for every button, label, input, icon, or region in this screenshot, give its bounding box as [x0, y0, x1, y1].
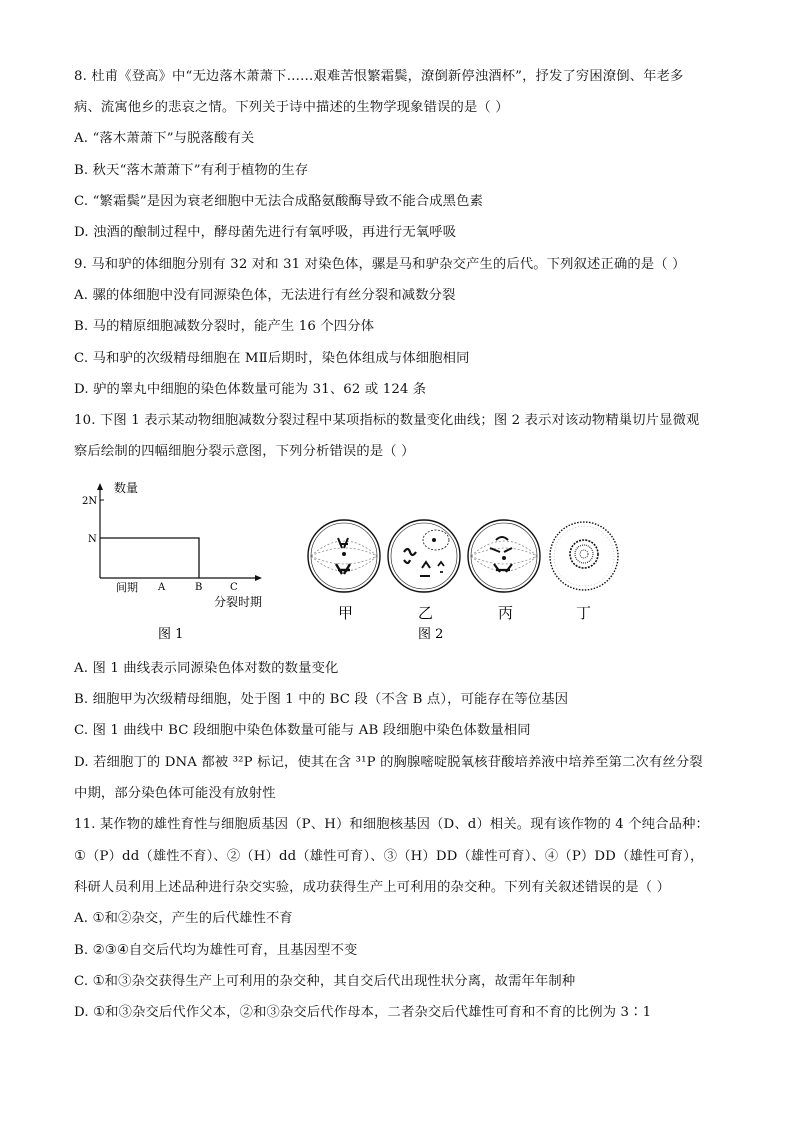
fig2-caption: 图 2 [418, 627, 444, 642]
cell-bing [468, 520, 540, 592]
q11-option-c: C. ①和③杂交获得生产上可利用的杂交种，其自交后代出现性状分离，故需年年制种 [74, 974, 576, 989]
q11-stem-line3: 科研人员利用上述品种进行杂交实验，成功获得生产上可利用的杂交种。下列有关叙述错误的是（ ） [74, 880, 671, 895]
cell-ding [550, 522, 618, 590]
q11-stem-line1: 11. 某作物的雄性育性与细胞质基因（P、H）和细胞核基因（D、d）相关。现有该作物的 4 个纯合品种： [74, 817, 709, 832]
fig1-x-c: C [230, 582, 238, 593]
figure-1-graph [80, 476, 280, 646]
q8-stem-line2: 病、流寓他乡的悲哀之情。下列关于诗中描述的生物学现象错误的是（ ） [74, 100, 509, 115]
fig1-x-a: A [158, 582, 166, 593]
q10-option-a: A. 图 1 曲线表示同源染色体对数的数量变化 [74, 661, 339, 676]
figure-2-cells [300, 510, 620, 645]
fig1-caption: 图 1 [158, 627, 184, 642]
q8-option-a: A. “落木萧萧下”与脱落酸有关 [74, 131, 255, 146]
q8-option-b: B. 秋天“落木萧萧下”有利于植物的生存 [74, 163, 309, 178]
cell-label-ding: 丁 [576, 604, 592, 622]
q8-option-c: C. “繁霜鬓”是因为衰老细胞中无法合成酪氨酸酶导致不能合成黑色素 [74, 194, 484, 209]
q10-option-b: B. 细胞甲为次级精母细胞，处于图 1 中的 BC 段（不含 B 点），可能存在等位基因 [74, 692, 569, 707]
q10-stem-line1: 10. 下图 1 表示某动物细胞减数分裂过程中某项指标的数量变化曲线；图 2 表示对该动物精巢切片显微观 [74, 413, 700, 428]
q9-option-c: C. 马和驴的次级精母细胞在 MⅡ后期时，染色体组成与体细胞相同 [74, 351, 470, 366]
cell-label-jia: 甲 [338, 604, 354, 622]
q8-option-d: D. 浊酒的酿制过程中，酵母菌先进行有氧呼吸，再进行无氧呼吸 [74, 225, 457, 240]
q10-stem-line2: 察后绘制的四幅细胞分裂示意图，下列分析错误的是（ ） [74, 444, 415, 459]
fig1-xlabel: 分裂时期 [214, 595, 263, 609]
q9-stem: 9. 马和驴的体细胞分别有 32 对和 31 对染色体，骡是马和驴杂交产生的后代。下列叙述正确的是（ ） [74, 257, 686, 272]
cell-jia [308, 520, 380, 592]
q10-option-d-line2: 中期，部分染色体可能没有放射性 [74, 786, 276, 801]
q11-option-a: A. ①和②杂交，产生的后代雄性不育 [74, 911, 293, 926]
fig1-y-n: N [88, 534, 97, 545]
fig1-y-2n: 2N [82, 496, 98, 507]
q8-stem-line1: 8. 杜甫《登高》中“无边落木萧萧下……艰难苦恨繁霜鬓，潦倒新停浊酒杯”，抒发了穷困潦倒、年老多 [74, 69, 684, 84]
cell-label-yi: 乙 [418, 604, 434, 622]
cell-yi [388, 520, 460, 592]
q10-option-d-line1: D. 若细胞丁的 DNA 都被 ³²P 标记，使其在含 ³¹P 的胸腺嘧啶脱氧核苷酸培养液中培养至第二次有丝分裂 [74, 755, 703, 770]
cell-label-bing: 丙 [498, 604, 514, 622]
fig1-x-interphase: 间期 [116, 581, 138, 594]
q11-stem-line2: ①（P）dd（雄性不育）、②（H）dd（雄性可育）、③（H）DD（雄性可育）、④（P）DD（雄性可育）， [74, 849, 704, 864]
q10-option-c: C. 图 1 曲线中 BC 段细胞中染色体数量可能与 AB 段细胞中染色体数量相同 [74, 723, 531, 738]
q11-option-b: B. ②③④自交后代均为雄性可育，且基因型不变 [74, 943, 358, 958]
q11-option-d: D. ①和③杂交后代作父本，②和③杂交后代作母本，二者杂交后代雄性可育和不育的比例为 3∶1 [74, 1005, 652, 1020]
q9-option-b: B. 马的精原细胞减数分裂时，能产生 16 个四分体 [74, 319, 375, 334]
q9-option-d: D. 驴的睾丸中细胞的染色体数量可能为 31、62 或 124 条 [74, 382, 427, 397]
fig1-x-b: B [195, 582, 203, 593]
q9-option-a: A. 骡的体细胞中没有同源染色体，无法进行有丝分裂和减数分裂 [74, 288, 456, 303]
fig1-ylabel: 数量 [114, 481, 139, 495]
